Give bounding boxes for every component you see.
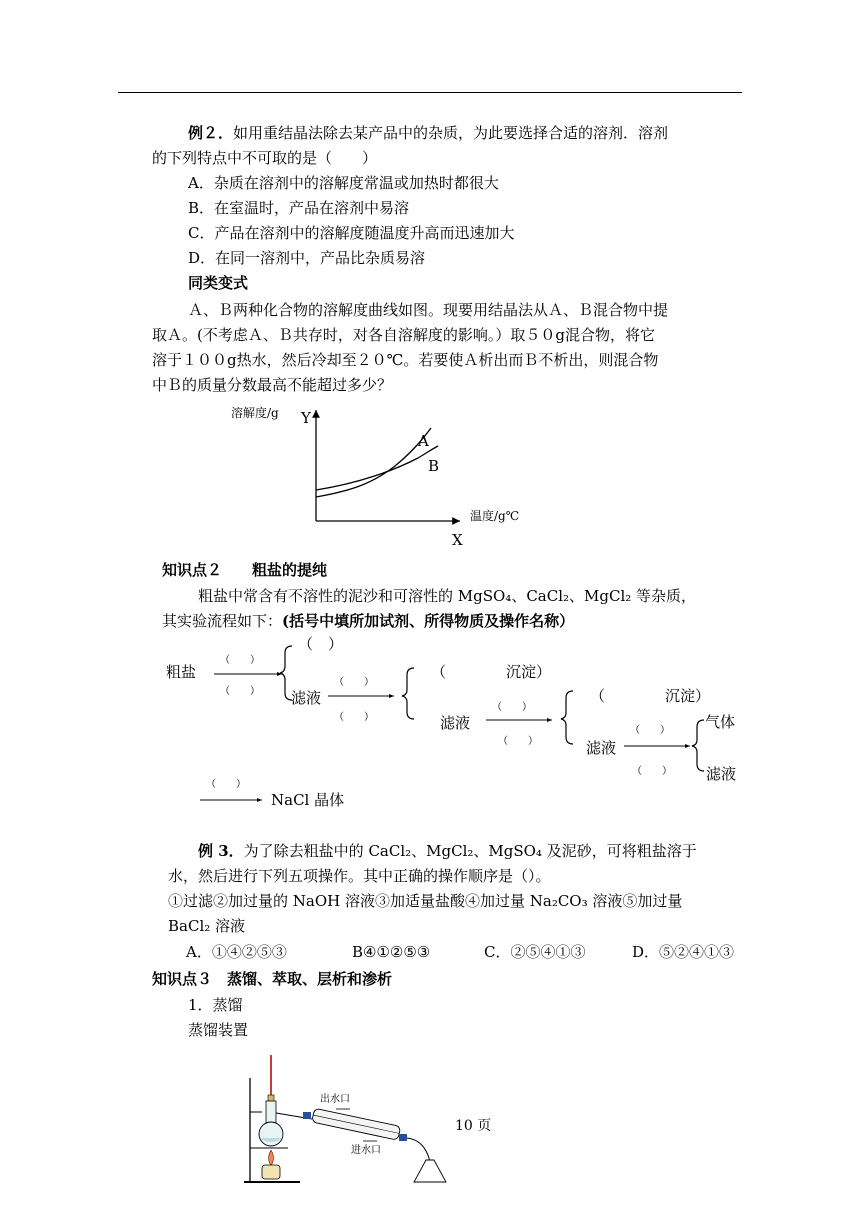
example2-question-2: 的下列特点中不可取的是（ ） <box>152 149 378 167</box>
graph-label-b: B <box>428 457 440 475</box>
kp3-item-1-sub: 蒸馏装置 <box>188 1021 249 1039</box>
graph-label-a: A <box>418 432 429 450</box>
flow-gas: 气体 <box>705 713 736 731</box>
flame-icon <box>269 1150 274 1166</box>
adapter <box>407 1138 430 1162</box>
example2-option-d: D．在同一溶剂中，产品比杂质易溶 <box>188 249 426 267</box>
kp2-intro-2a: 其实验流程如下： <box>162 612 283 630</box>
flow-filtrate-1: 滤液 <box>291 689 322 707</box>
example3-label: 例 3． <box>198 842 244 860</box>
variant-line-4: 中Ｂ的质量分数最高不能超过多少？ <box>152 376 393 394</box>
water-out-label: 出水口 <box>320 1094 350 1105</box>
flow-crude-salt: 粗盐 <box>166 663 197 681</box>
flow-blank-4-bottom: （ ） <box>632 766 672 777</box>
graph-ylabel: 溶解度/g <box>231 406 279 420</box>
example3-option-d: D．⑤②④①③ <box>632 943 735 961</box>
example2-question-1: 如用重结晶法除去某产品中的杂质，为此要选择合适的溶剂．溶剂 <box>233 124 669 142</box>
flask-neck <box>266 1101 276 1123</box>
flow-blank-3-bottom: （ ） <box>498 736 538 747</box>
flow-blank-1-bottom: （ ） <box>220 686 260 697</box>
example2-label: 例２． <box>188 124 234 142</box>
example3-text-2: 水，然后进行下列五项操作。其中正确的操作顺序是（）。 <box>168 867 551 885</box>
flow-filtrate-2: 滤液 <box>440 714 471 732</box>
variant-line-3: 溶于１００g热水，然后冷却至２０℃。若要使Ａ析出而Ｂ不析出，则混合物 <box>152 351 659 369</box>
flow-blank-3-top: （ ） <box>492 702 532 713</box>
receiving-flask-icon <box>414 1160 446 1182</box>
flow-blank-1-top: （ ） <box>220 655 260 666</box>
graph-x-letter: X <box>452 531 463 549</box>
flow-blank-5: （ ） <box>206 779 246 790</box>
example3-text-4: BaCl₂ 溶液 <box>168 917 246 935</box>
joint-2 <box>399 1134 407 1141</box>
kp2-title: 知识点２ 粗盐的提纯 <box>162 561 328 579</box>
example3-option-a: A．①④②⑤③ <box>186 943 287 961</box>
flow-blank-4-top: （ ） <box>630 725 670 736</box>
kp3-title: 知识点３ 蒸馏、萃取、层析和渗析 <box>152 970 393 988</box>
variant-line-2: 取Ａ。(不考虑Ａ、Ｂ共存时，对各自溶解度的影响。）取５０g混合物，将它 <box>152 326 655 344</box>
kp2-intro-1: 粗盐中常含有不溶性的泥沙和可溶性的 MgSO₄、CaCl₂、MgCl₂ 等杂质， <box>198 587 697 605</box>
example3-option-c: C．②⑤④①③ <box>484 943 586 961</box>
example3-text-3: ①过滤②加过量的 NaOH 溶液③加适量盐酸④加过量 Na₂CO₃ 溶液⑤加过量 <box>168 892 683 910</box>
variant-line-1: Ａ、Ｂ两种化合物的溶解度曲线如图。现要用结晶法从Ａ、Ｂ混合物中提 <box>188 301 669 319</box>
flask-icon <box>259 1122 283 1146</box>
flow-top-branch: （ ） <box>298 635 344 653</box>
alcohol-lamp-icon <box>262 1165 280 1179</box>
graph-y-letter: Y <box>301 409 311 427</box>
flow-nacl-crystal: NaCl 晶体 <box>271 791 345 809</box>
water-in-label: 进水口 <box>351 1145 381 1156</box>
graph-xlabel: 温度/g℃ <box>470 509 520 523</box>
kp2-intro-2b: (括号中填所加试剂、所得物质及操作名称） <box>282 612 575 630</box>
page-number: 10 页 <box>455 1118 492 1134</box>
flow-filtrate-final: 滤液 <box>706 765 737 783</box>
example3-option-b: B④①②⑤③ <box>352 943 431 961</box>
flow-filtrate-3: 滤液 <box>586 739 617 757</box>
flow-precipitate-2: （ 沉淀） <box>590 687 711 705</box>
flow-blank-2-top: （ ） <box>334 677 374 688</box>
flow-blank-2-bottom: （ ） <box>334 712 374 723</box>
variant-title: 同类变式 <box>188 274 249 292</box>
example3-text-1: 为了除去粗盐中的 CaCl₂、MgCl₂、MgSO₄ 及泥砂，可将粗盐溶于 <box>243 842 697 860</box>
example2-option-a: A．杂质在溶剂中的溶解度常温或加热时都很大 <box>188 174 499 192</box>
example2-option-b: B．在室温时，产品在溶剂中易溶 <box>188 199 410 217</box>
joint-1 <box>303 1112 311 1119</box>
flow-precipitate-1: （ 沉淀） <box>431 663 552 681</box>
kp3-item-1: 1．蒸馏 <box>188 996 243 1014</box>
condenser-icon <box>312 1108 401 1140</box>
example2-option-c: C．产品在溶剂中的溶解度随温度升高而迅速加大 <box>188 224 515 242</box>
